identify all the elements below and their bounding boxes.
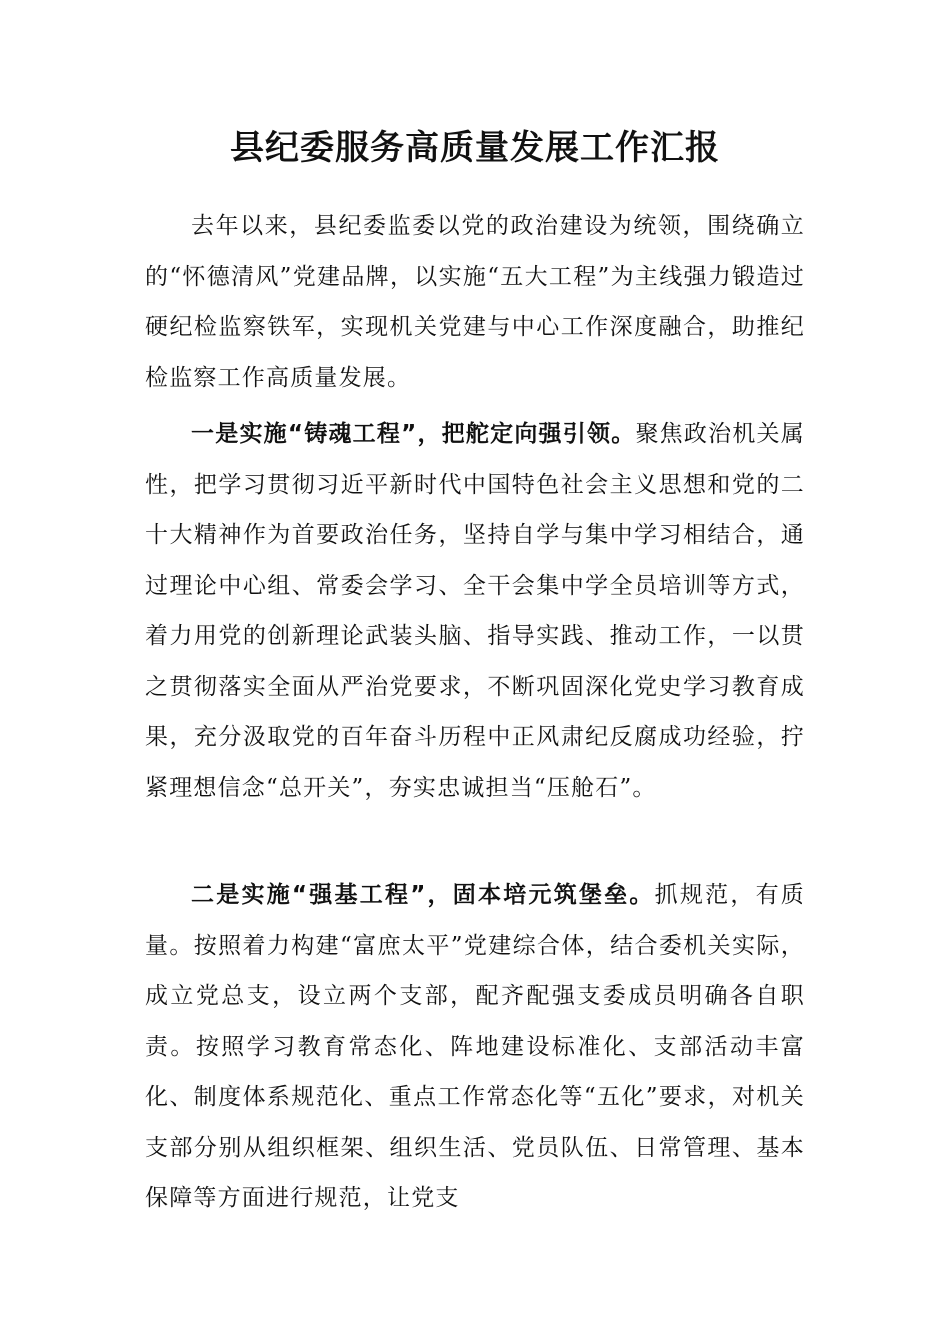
paragraph-body-text: 聚焦政治机关属性，把学习贯彻习近平新时代中国特色社会主义思想和党的二十大精神作为首要政治任务，坚持自学与集中学习相结合，通过理论中心组、常委会学习、全干会集中学全员培训等方式，着力用党的创新理论武装头脑、指导实践、推动工作，一以贯之贯彻落实全面从严治党要求，不断巩固深化党史学习教育成果，充分汲取党的百年奋斗历程中正风肃纪反腐成功经验，拧紧理想信念“总开关”，夯实忠诚担当“压舱石”。 xyxy=(145,421,805,801)
paragraph-lead-heading: 一是实施“铸魂工程”，把舵定向强引领。 xyxy=(191,421,636,447)
paragraph-body-text: 抓规范，有质量。按照着力构建“富庶太平”党建综合体，结合委机关实际，成立党总支，设立两个支部，配齐配强支委成员明确各自职责。按照学习教育常态化、阵地建设标准化、支部活动丰富化、制度体系规范化、重点工作常态化等“五化”要求，对机关支部分别从组织框架、组织生活、党员队伍、日常管理、基本保障等方面进行规范，让党支 xyxy=(145,882,805,1211)
paragraph-intro-text: 去年以来，县纪委监委以党的政治建设为统领，围绕确立的“怀德清风”党建品牌，以实施“五大工程”为主线强力锻造过硬纪检监察铁军，实现机关党建与中心工作深度融合，助推纪检监察工作高质量发展。 xyxy=(145,213,805,391)
paragraph-lead-heading: 二是实施“强基工程”，固本培元筑堡垒。 xyxy=(191,882,655,908)
paragraph-soul-project xyxy=(145,409,805,813)
document-title: 县纪委服务高质量发展工作汇报 xyxy=(230,128,720,168)
paragraph-foundation-project xyxy=(145,870,805,1224)
paragraph-intro xyxy=(145,201,805,403)
